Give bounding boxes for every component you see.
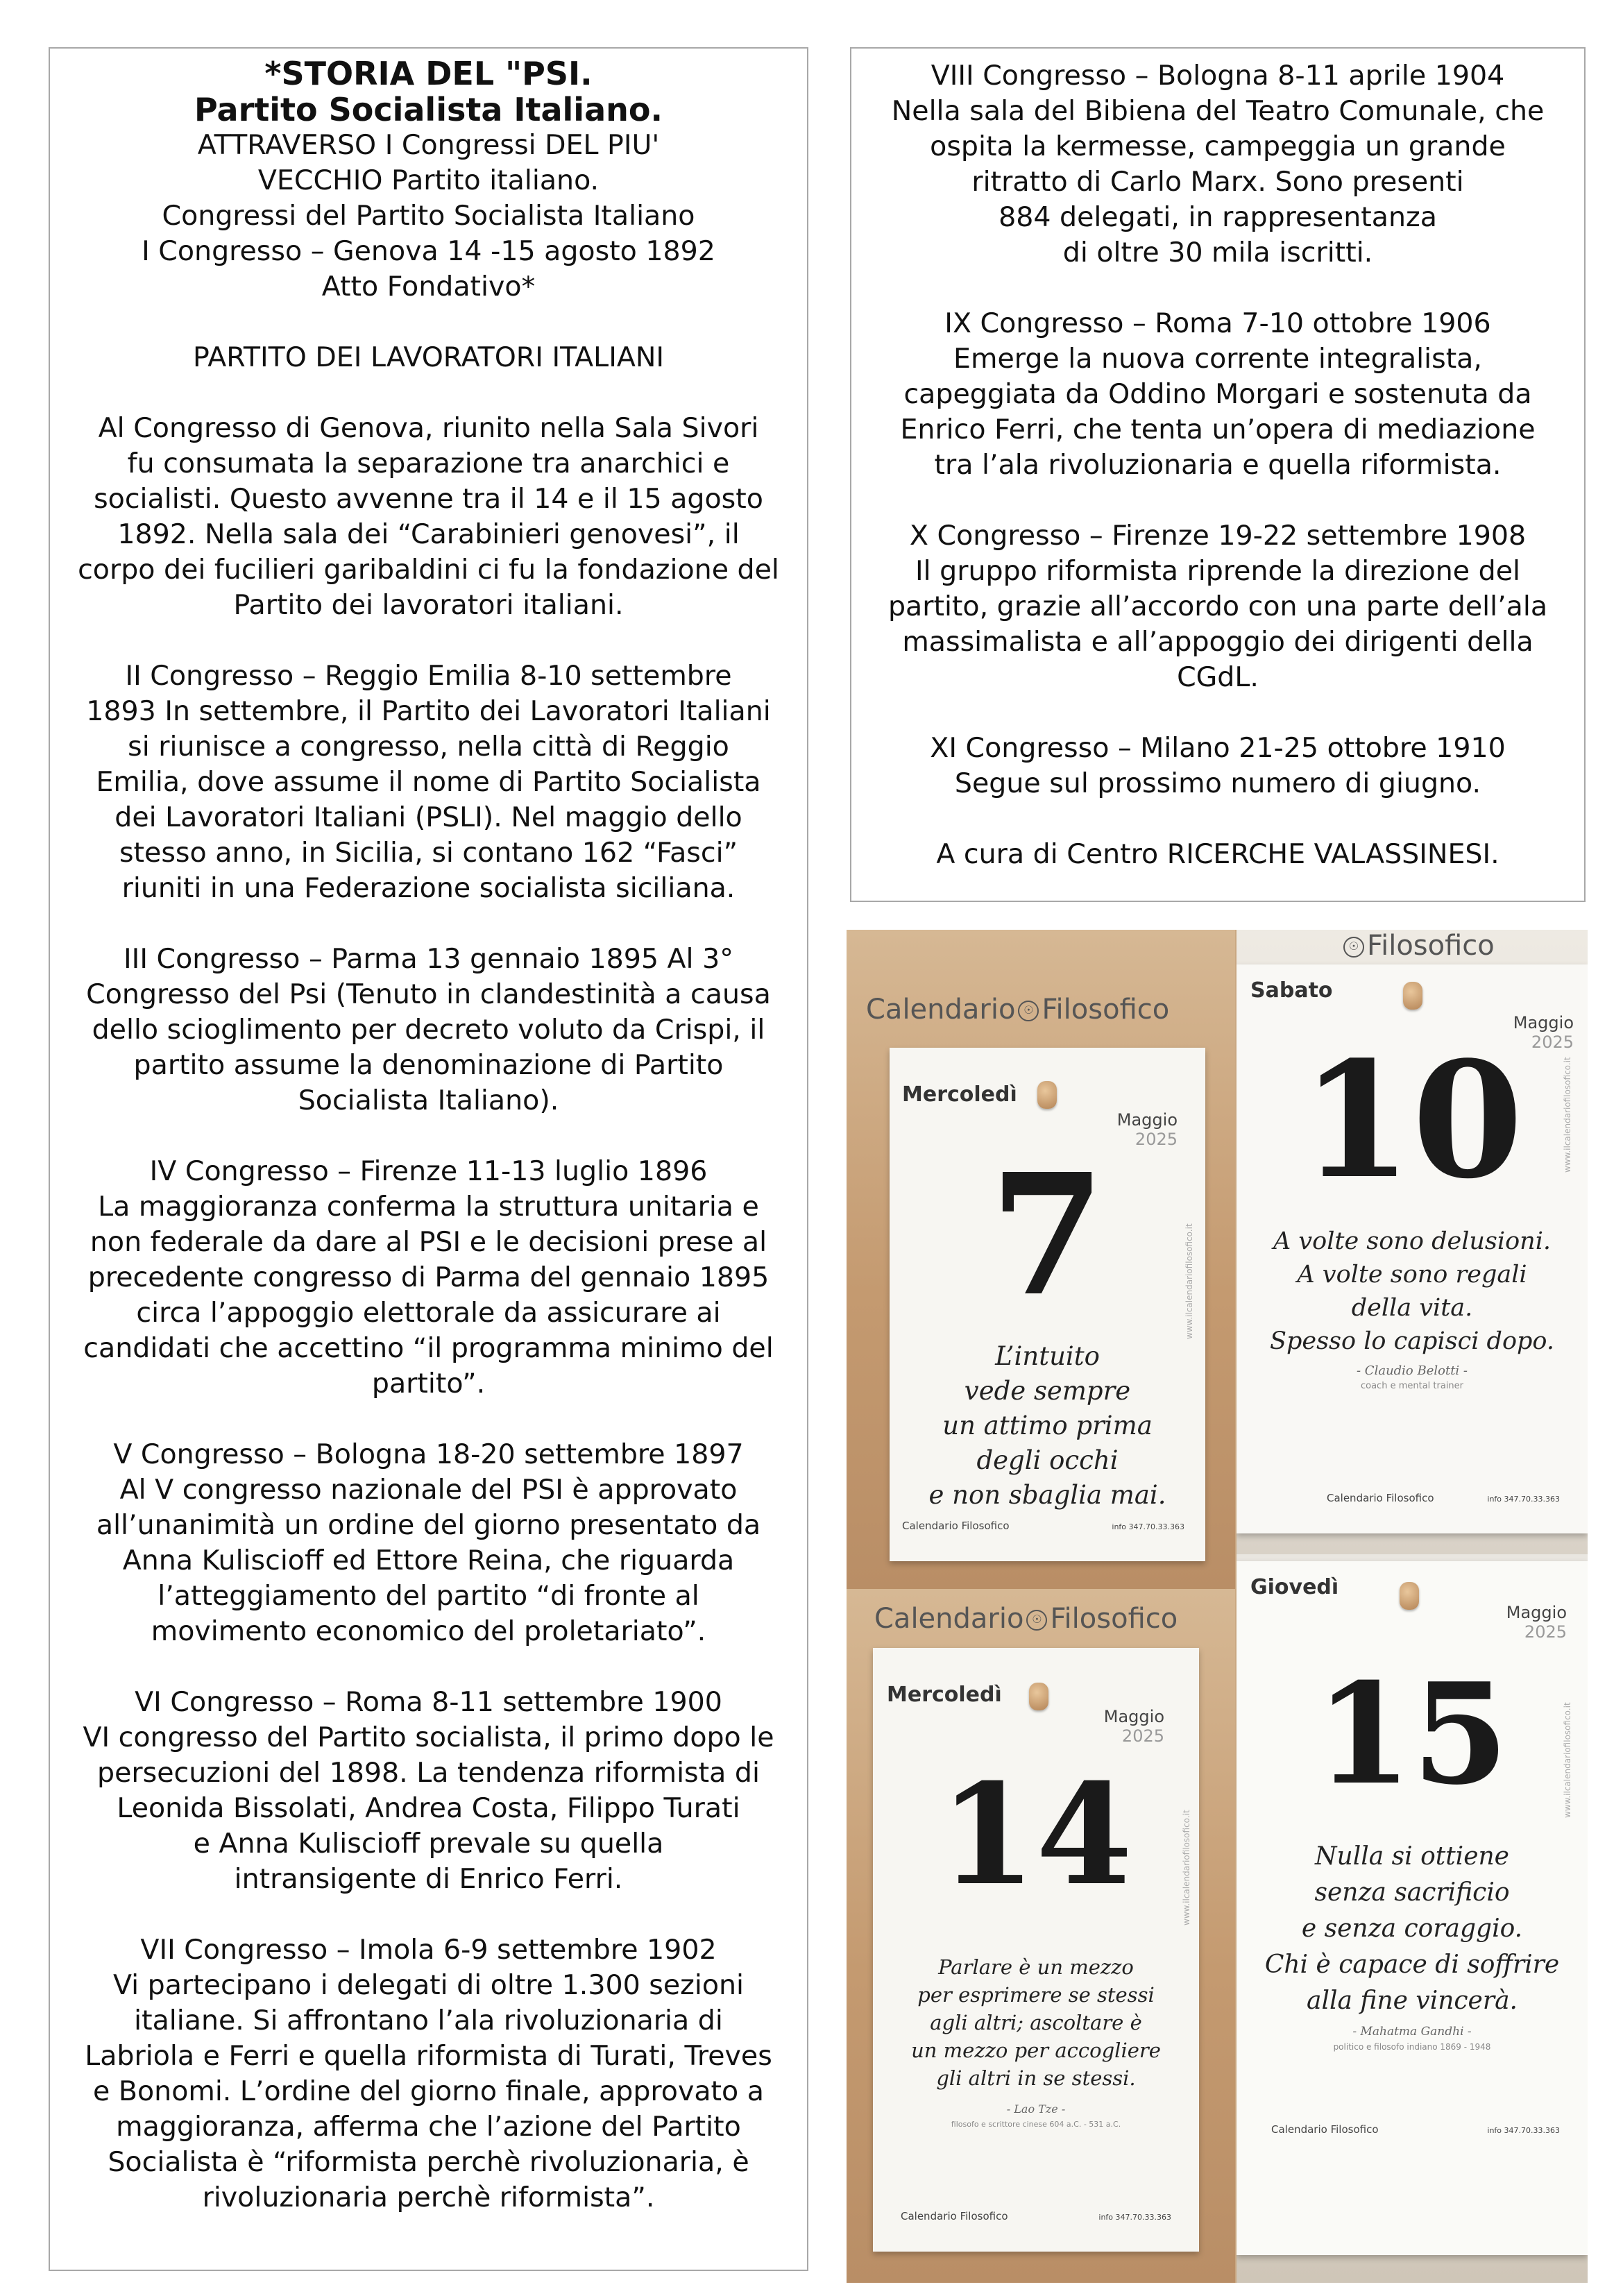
paragraph-line: VII Congresso – Imola 6-9 settembre 1902 [140, 1934, 717, 1966]
wooden-peg [1037, 1081, 1057, 1109]
paragraph-line: si riunisce a congresso, nella città di Reggio [128, 731, 729, 763]
calendar-photo-collage [847, 930, 1588, 2283]
quote [880, 1953, 1192, 2092]
paragraph-line: riuniti in una Federazione socialista siciliana. [121, 872, 736, 904]
paragraph-line: partito, grazie all’accordo con una parte dell’ala [887, 590, 1548, 622]
paragraph-line: rivoluzionaria perchè riformista”. [202, 2182, 655, 2213]
paragraph [57, 1685, 800, 1897]
side-url: www.ilcalendariofilosofico.it [1563, 1057, 1572, 1173]
intro-line: Atto Fondativo* [321, 271, 536, 303]
paragraph-line: massimalista e all’appoggio dei dirigenti della [902, 626, 1533, 658]
quote-line: Spesso lo capisci dopo. [1269, 1327, 1555, 1355]
day-number: 14 [939, 1753, 1133, 1916]
day-name: Sabato [1250, 978, 1333, 1003]
intro-line: VECCHIO Partito italiano. [257, 164, 600, 196]
paragraph [57, 1154, 800, 1402]
footer-info: info 347.70.33.363 [1487, 1495, 1560, 1504]
footer-brand: Calendario Filosofico [1271, 2123, 1379, 2136]
quote-line: Parlare è un mezzo [938, 1955, 1134, 1979]
paragraph [858, 731, 1577, 801]
document-title-line-1: *STORIA DEL "PSI. [264, 55, 593, 92]
paragraph-line: Partito dei lavoratori italiani. [233, 589, 624, 621]
quote-line: degli occhi [976, 1445, 1119, 1475]
paragraph [57, 942, 800, 1119]
photo-panel-2 [1237, 930, 1588, 1554]
day-name: Giovedì [1250, 1575, 1339, 1599]
year: 2025 [1135, 1130, 1178, 1149]
paragraph-line: IV Congresso – Firenze 11-13 luglio 1896 [149, 1155, 708, 1187]
paragraph-line: di oltre 30 mila iscritti. [1062, 237, 1373, 269]
paragraph-line: intransigente di Enrico Ferri. [234, 1863, 623, 1895]
photo-panel-3 [847, 1589, 1235, 2283]
paragraph [858, 518, 1577, 695]
calendar-card-14 [873, 1648, 1199, 2252]
quote-line: Nulla si ottiene [1315, 1842, 1509, 1871]
intro-line: ATTRAVERSO I Congressi DEL PIU' [197, 129, 660, 161]
footer-brand: Calendario Filosofico [901, 2210, 1008, 2222]
paragraph-line: Al V congresso nazionale del PSI è approvato [119, 1474, 738, 1506]
paragraph-line: ospita la kermesse, campeggia un grande [930, 130, 1506, 162]
wooden-peg [1400, 1582, 1419, 1610]
quote-line: gli altri in se stessi. [936, 2066, 1136, 2090]
paragraph-line: ritratto di Carlo Marx. Sono presenti [971, 166, 1464, 198]
intro-line: I Congresso – Genova 14 -15 agosto 1892 [142, 235, 715, 267]
year: 2025 [1531, 1032, 1574, 1052]
calendar-card-7 [890, 1048, 1205, 1561]
paragraph-line: l’atteggiamento del partito “di fronte al [158, 1580, 699, 1612]
paragraph-line: non federale da dare al PSI e le decisioni prese al [90, 1226, 767, 1258]
paragraph [57, 658, 800, 906]
calendar-card-15 [1237, 1561, 1588, 2255]
paragraph-line: Vi partecipano i delegati di oltre 1.300 sezioni [112, 1969, 745, 2001]
footer-info: info 347.70.33.363 [1098, 2213, 1171, 2222]
paragraph-line: fu consumata la separazione tra anarchici e [127, 448, 730, 479]
paragraph-line: VI congresso del Partito socialista, il primo dopo le [83, 1721, 774, 1753]
brand-logo: Calendario ☉ Filosofico [866, 994, 1170, 1026]
side-url: www.ilcalendariofilosofico.it [1184, 1223, 1194, 1339]
paragraph-line: 1892. Nella sala dei “Carabinieri genovesi”, il [117, 518, 740, 550]
quote-line: L’intuito [995, 1341, 1100, 1371]
year: 2025 [1524, 1622, 1567, 1642]
day-number: 7 [989, 1137, 1105, 1333]
paragraph-line: circa l’appoggio elettorale da assicurare ai [136, 1297, 721, 1329]
paragraph-line: italiane. Si affrontano l’ala rivoluzionaria di [134, 2005, 723, 2036]
quote-line: un mezzo per accogliere [911, 2039, 1161, 2062]
day-name: Mercoledì [887, 1683, 1002, 1707]
wooden-peg [1029, 1683, 1048, 1710]
wooden-peg [1403, 982, 1422, 1010]
paragraph-line: Leonida Bissolati, Andrea Costa, Filippo Turati [117, 1792, 740, 1824]
paragraph-line: Congresso del Psi (Tenuto in clandestinità a causa [86, 978, 771, 1010]
footer-brand: Calendario Filosofico [902, 1520, 1010, 1532]
day-name: Mercoledì [902, 1082, 1017, 1107]
intro-line: Congressi del Partito Socialista Italiano [162, 200, 695, 232]
quote-author: - Claudio Belotti - [1357, 1363, 1468, 1378]
paragraph-line: 1893 In settembre, il Partito dei Lavoratori Italiani [86, 695, 771, 727]
paragraph-line: Nella sala del Bibiena del Teatro Comunale, che [891, 95, 1545, 127]
paragraph-line: all’unanimità un ordine del giorno presentato da [96, 1509, 761, 1541]
quote-line: e senza coraggio. [1301, 1914, 1523, 1943]
photo-panel-1 [847, 930, 1235, 1589]
quote-line: Chi è capace di soffrire [1264, 1950, 1560, 1979]
paragraph-line: socialisti. Questo avvenne tra il 14 e il 15 agosto [94, 483, 763, 515]
brand-logo: Calendario ☉ Filosofico [874, 1603, 1178, 1635]
paragraph-line: Anna Kuliscioff ed Ettore Reina, che riguarda [122, 1545, 735, 1576]
day-number: 15 [1315, 1653, 1509, 1816]
author-note: filosofo e scrittore cinese 604 a.C. - 531 a.C. [951, 2120, 1121, 2129]
right-text-column [850, 47, 1586, 902]
paragraph-line: candidati che accettino “il programma minimo del [83, 1332, 774, 1364]
paragraph-line: e Anna Kuliscioff prevale su quella [193, 1828, 664, 1860]
document-title-line-2: Partito Socialista Italiano. [194, 91, 663, 128]
paragraph [57, 1437, 800, 1649]
paragraph-line: CGdL. [1177, 661, 1259, 693]
paragraph-line: VI Congresso – Roma 8-11 settembre 1900 [135, 1686, 722, 1718]
month: Maggio [1506, 1603, 1567, 1622]
paragraph [858, 306, 1577, 483]
quote-line: A volte sono delusioni. [1273, 1227, 1552, 1255]
quote-line: un attimo prima [942, 1411, 1153, 1440]
quote [1243, 1839, 1581, 2019]
paragraph-line: V Congresso – Bologna 18-20 settembre 1897 [113, 1438, 744, 1470]
month: Maggio [1103, 1707, 1164, 1726]
paragraph-line: Socialista Italiano). [298, 1085, 559, 1116]
calendar-card-10 [1237, 964, 1588, 1533]
quote-line: e non sbaglia mai. [928, 1480, 1166, 1510]
paragraph-line: Il gruppo riformista riprende la direzione del [915, 555, 1520, 587]
paragraph-line: dei Lavoratori Italiani (PSLI). Nel maggio dello [114, 801, 742, 833]
section-subtitle: PARTITO DEI LAVORATORI ITALIANI [192, 341, 665, 373]
paragraph-line: X Congresso – Firenze 19-22 settembre 1908 [909, 520, 1527, 552]
quote-author: - Lao Tze - [1006, 2102, 1066, 2116]
paragraph-line: partito assume la denominazione di Partito [133, 1049, 724, 1081]
paragraph-line: partito”. [371, 1368, 486, 1400]
quote-line: senza sacrificio [1314, 1878, 1510, 1907]
left-paragraphs [57, 411, 800, 2216]
quote-line: alla fine vincerà. [1307, 1987, 1518, 2015]
footer-info: info 347.70.33.363 [1487, 2126, 1560, 2135]
paragraph-line: VIII Congresso – Bologna 8-11 aprile 1904 [931, 60, 1505, 92]
owl-icon: ☉ [1018, 1001, 1039, 1021]
photo-panel-4 [1237, 1554, 1588, 2283]
paragraph-line: movimento economico del proletariato”. [151, 1615, 706, 1647]
author-note: politico e filosofo indiano 1869 - 1948 [1333, 2042, 1491, 2052]
quote-line: della vita. [1351, 1294, 1473, 1322]
paragraph-line: Labriola e Ferri e quella riformista di Turati, Treves [85, 2040, 772, 2072]
paragraph-line: IX Congresso – Roma 7-10 ottobre 1906 [944, 307, 1491, 339]
paragraph-line: corpo dei fucilieri garibaldini ci fu la fondazione del [78, 554, 779, 586]
owl-icon: ☉ [1026, 1610, 1047, 1631]
paragraph-line: II Congresso – Reggio Emilia 8-10 settembre [125, 660, 732, 692]
paragraph-line: Socialista è “riformista perchè rivoluzionaria, è [108, 2146, 749, 2178]
paragraph-line: e Bonomi. L’ordine del giorno finale, approvato a [93, 2075, 764, 2107]
quote [1243, 1225, 1581, 1358]
paragraph-line: precedente congresso di Parma del gennaio 1895 [87, 1261, 770, 1293]
paragraph-line: Segue sul prossimo numero di giugno. [954, 767, 1481, 799]
footer-brand: Calendario Filosofico [1327, 1492, 1434, 1504]
paragraph-line: La maggioranza conferma la struttura unitaria e [98, 1191, 759, 1223]
paragraph-line: XI Congresso – Milano 21-25 ottobre 1910 [930, 732, 1506, 764]
quote-line: vede sempre [964, 1376, 1131, 1406]
paragraph-line: tra l’ala rivoluzionaria e quella riformista. [934, 449, 1502, 481]
paragraph-line: Emilia, dove assume il nome di Partito Socialista [96, 766, 761, 798]
quote-author: - Mahatma Gandhi - [1352, 2025, 1472, 2039]
side-url: www.ilcalendariofilosofico.it [1563, 1702, 1572, 1818]
left-text-column [49, 47, 808, 2271]
paragraph-line: persecuzioni del 1898. La tendenza riformista di [97, 1757, 760, 1789]
footer-info: info 347.70.33.363 [1112, 1522, 1184, 1531]
owl-icon: ☉ [1343, 937, 1364, 958]
month: Maggio [1116, 1110, 1178, 1130]
intro-block [57, 128, 800, 305]
paragraph-line: A cura di Centro RICERCHE VALASSINESI. [936, 838, 1499, 870]
paragraph [858, 58, 1577, 271]
paragraph [858, 837, 1577, 872]
paragraph-line: capeggiata da Oddino Morgari e sostenuta da [903, 378, 1532, 410]
paragraph [57, 1932, 800, 2216]
quote-line: A volte sono regali [1297, 1261, 1527, 1289]
paragraph-line: stesso anno, in Sicilia, si contano 162 “Fasci” [119, 837, 738, 869]
quote [903, 1339, 1191, 1513]
paragraph-line: 884 delegati, in rappresentanza [999, 201, 1437, 233]
paragraph-line: Enrico Ferri, che tenta un’opera di mediazione [900, 414, 1536, 445]
year: 2025 [1121, 1726, 1164, 1746]
author-note: coach e mental trainer [1360, 1381, 1464, 1391]
paragraph-line: dello scioglimento per decreto voluto da Crispi, il [92, 1014, 765, 1046]
month: Maggio [1513, 1013, 1574, 1032]
brand-logo-top: ☉ Filosofico [1341, 930, 1495, 962]
paragraph-line: III Congresso – Parma 13 gennaio 1895 Al 3° [124, 943, 733, 975]
day-number: 10 [1300, 1027, 1524, 1214]
quote-line: agli altri; ascoltare è [930, 2011, 1142, 2034]
quote-line: per esprimere se stessi [917, 1983, 1155, 2007]
paragraph-line: Emerge la nuova corrente integralista, [953, 343, 1482, 375]
paragraph-line: maggioranza, afferma che l’azione del Partito [116, 2111, 741, 2143]
paragraph [57, 411, 800, 623]
side-url: www.ilcalendariofilosofico.it [1182, 1810, 1191, 1925]
paragraph-line: Al Congresso di Genova, riunito nella Sala Sivori [98, 412, 759, 444]
right-paragraphs [858, 58, 1577, 872]
